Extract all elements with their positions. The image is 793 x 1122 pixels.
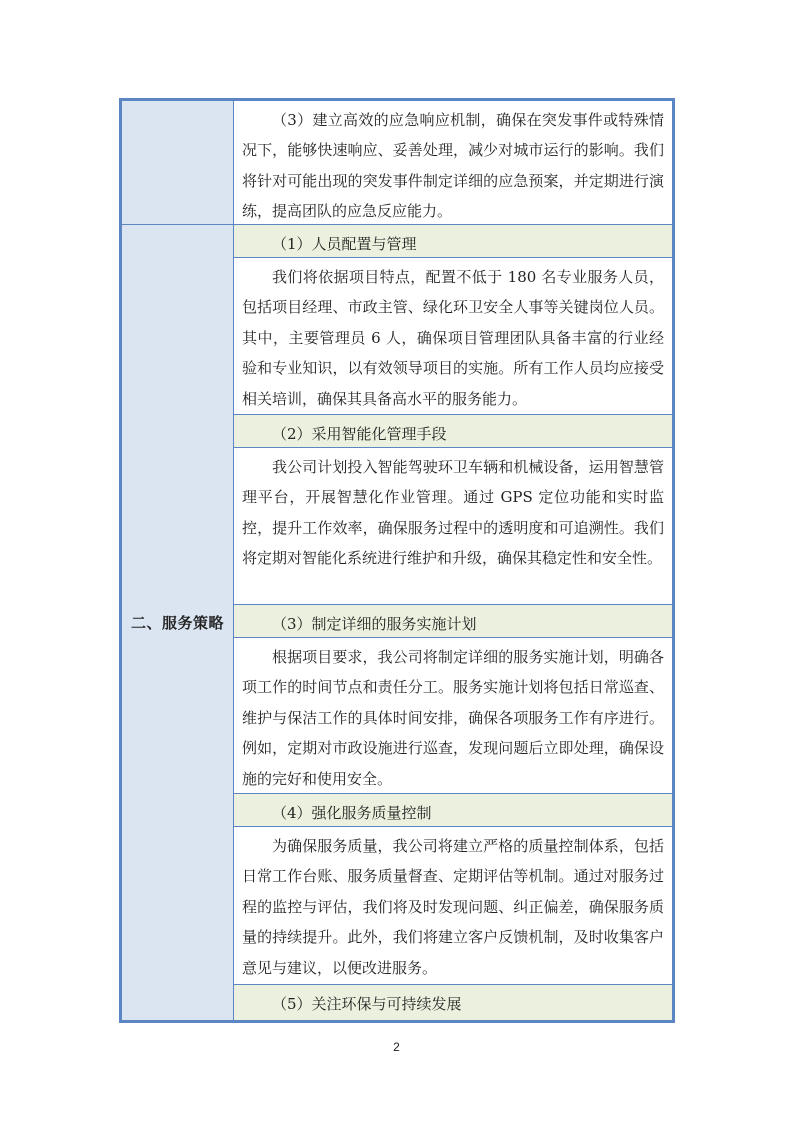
table-row: 我公司计划投入智能驾驶环卫车辆和机械设备，运用智慧管理平台，开展智慧化作业管理。通过 GPS 定位功能和实时监控，提升工作效率，确保服务过程中的透明度和可追溯性。我们将定期对智能化系统进行维护和升级，确保其稳定性和安全性。 <box>234 448 672 605</box>
subheading-row: （3）制定详细的服务实施计划 <box>234 605 672 638</box>
table-row: 根据项目要求，我公司将制定详细的服务实施计划，明确各项工作的时间节点和责任分工。服务实施计划将包括日常巡查、维护与保洁工作的具体时间安排，确保各项服务工作有序进行。例如，定期对市政设施进行巡查，发现问题后立即处理，确保设施的完好和使用安全。 <box>234 638 672 794</box>
subheading-row: （2）采用智能化管理手段 <box>234 415 672 448</box>
section-label-cell-prev <box>122 101 233 225</box>
section-label-cell: 二、服务策略 <box>130 614 224 632</box>
table-row: 我们将依据项目特点，配置不低于 180 名专业服务人员，包括项目经理、市政主管、绿化环卫安全人事等关键岗位人员。其中，主要管理员 6 人，确保项目管理团队具备丰富的行业经验和专业知识，以有效领导项目的实施。所有工作人员均应接受相关培训，确保其具备高水平的服务能力。 <box>234 258 672 415</box>
subheading-row: （5）关注环保与可持续发展 <box>234 985 672 1020</box>
table-row: （3）建立高效的应急响应机制，确保在突发事件或特殊情况下，能够快速响应、妥善处理，减少对城市运行的影响。我们将针对可能出现的突发事件制定详细的应急预案，并定期进行演练，提高团队的应急反应能力。 <box>234 101 672 225</box>
subheading-row: （4）强化服务质量控制 <box>234 794 672 827</box>
section-label-column <box>122 101 234 1020</box>
content-column <box>234 101 672 1020</box>
subheading-row: （1）人员配置与管理 <box>234 225 672 258</box>
content-table <box>119 98 675 1023</box>
page-number: 2 <box>393 1040 400 1054</box>
table-row: 为确保服务质量，我公司将建立严格的质量控制体系，包括日常工作台账、服务质量督查、定期评估等机制。通过对服务过程的监控与评估，我们将及时发现问题、纠正偏差，确保服务质量的持续提升。此外，我们将建立客户反馈机制，及时收集客户意见与建议，以便改进服务。 <box>234 827 672 985</box>
